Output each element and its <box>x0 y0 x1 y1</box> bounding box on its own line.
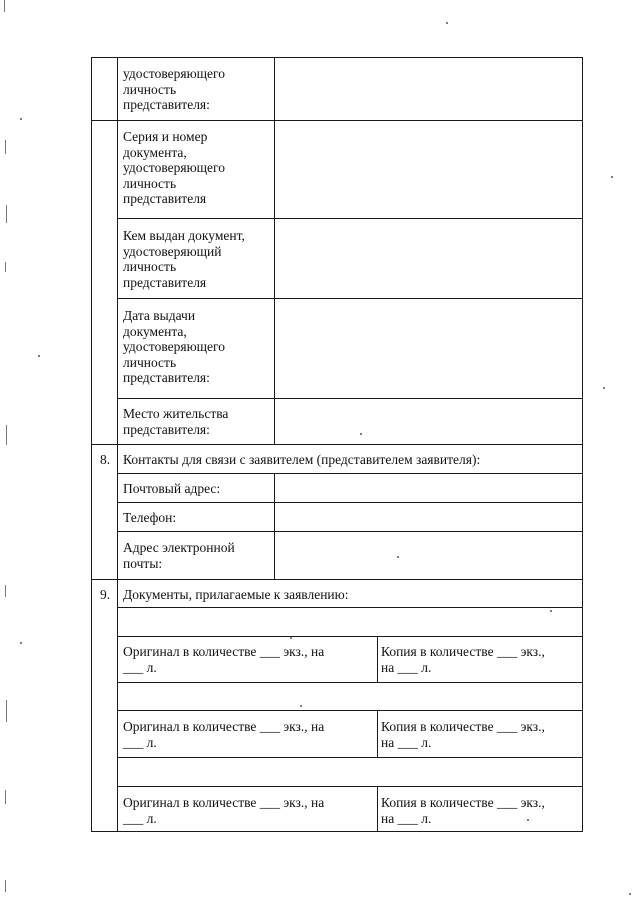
row-line-section9 <box>91 579 583 580</box>
row-line-issuer <box>117 218 583 219</box>
rep-doc-series-label: Серия и номер документа, удостоверяющего личность представителя <box>123 129 225 206</box>
scan-speck <box>38 355 40 357</box>
scan-edge-mark <box>4 0 5 12</box>
row-line-doc-3 <box>117 786 583 787</box>
phone-field[interactable] <box>276 504 581 530</box>
rep-doc-date-label: Дата выдачи документа, удостоверяющего личность представителя: <box>123 308 225 385</box>
document-name-field-1[interactable] <box>119 609 581 635</box>
scan-edge-mark <box>5 790 6 804</box>
row-line-phone <box>117 502 583 503</box>
scan-speck <box>300 705 302 707</box>
scan-edge-mark <box>6 425 7 445</box>
scan-edge-mark <box>5 880 6 892</box>
document-copy-count-1: Копия в количестве ___ экз., на ___ л. <box>381 644 545 675</box>
row-line-doc-blank-3 <box>117 757 583 758</box>
document-name-field-2[interactable] <box>119 684 581 709</box>
scan-speck <box>603 387 605 389</box>
section-8-number: 8. <box>100 452 111 467</box>
rep-residence-label: Место жительства представителя: <box>123 406 229 437</box>
rep-doc-issuer-value-field[interactable] <box>276 220 581 297</box>
rep-doc-date-value-field[interactable] <box>276 300 581 397</box>
row-line-date <box>117 298 583 299</box>
scan-speck <box>360 433 362 435</box>
document-name-field-3[interactable] <box>119 759 581 785</box>
rep-residence-value-field[interactable] <box>276 400 581 443</box>
scan-speck <box>397 556 399 558</box>
document-original-count-3: Оригинал в количестве ___ экз., на ___ л. <box>123 795 325 826</box>
scan-edge-mark <box>5 262 6 272</box>
scan-speck <box>629 893 631 895</box>
scan-speck <box>20 642 22 644</box>
row-line-bottom <box>91 831 583 832</box>
section-9-number: 9. <box>100 587 111 602</box>
document-copy-count-3: Копия в количестве ___ экз., на ___ л. <box>381 795 545 826</box>
label-value-divider-top <box>274 57 275 444</box>
postal-address-label: Почтовый адрес: <box>123 481 221 496</box>
scan-edge-mark <box>6 700 7 722</box>
scan-speck <box>446 22 448 24</box>
scan-speck <box>20 118 22 120</box>
postal-address-field[interactable] <box>276 475 581 501</box>
row-line-doc-1 <box>117 636 583 637</box>
email-field[interactable] <box>276 533 581 578</box>
row-line-doc-blank-1 <box>117 607 583 608</box>
rep-doc-series-value-field[interactable] <box>276 122 581 217</box>
row-line-residence <box>117 398 583 399</box>
scan-speck <box>527 819 529 821</box>
email-label: Адрес электронной почты: <box>123 540 235 571</box>
document-copy-count-2: Копия в количестве ___ экз., на ___ л. <box>381 719 545 750</box>
row-line-series <box>91 120 583 121</box>
phone-label: Телефон: <box>123 510 177 525</box>
scan-speck <box>611 176 613 178</box>
doc-divider-1 <box>377 636 378 682</box>
row-line-section8 <box>91 444 583 445</box>
doc-divider-3 <box>377 786 378 832</box>
row-line-email <box>117 531 583 532</box>
row-line-doc-blank-2 <box>117 682 583 683</box>
scan-speck <box>550 610 552 612</box>
row-line-top <box>91 57 583 58</box>
label-value-divider-contacts <box>274 473 275 579</box>
document-original-count-1: Оригинал в количестве ___ экз., на ___ л. <box>123 644 325 675</box>
rep-doc-type-value-field[interactable] <box>276 59 581 119</box>
section-9-title: Документы, прилагаемые к заявлению: <box>123 587 349 602</box>
doc-divider-2 <box>377 710 378 757</box>
scan-speck <box>290 637 292 639</box>
scan-edge-mark <box>5 585 6 597</box>
section-8-title: Контакты для связи с заявителем (представителем заявителя): <box>123 452 481 467</box>
row-line-doc-2 <box>117 710 583 711</box>
row-line-postal <box>117 473 583 474</box>
rep-doc-type-label: удостоверяющего личность представителя: <box>123 66 225 112</box>
scan-edge-mark <box>6 205 7 223</box>
scan-edge-mark <box>5 140 6 154</box>
rep-doc-issuer-label: Кем выдан документ, удостоверяющий личность представителя <box>123 228 245 290</box>
document-original-count-2: Оригинал в количестве ___ экз., на ___ л. <box>123 719 325 750</box>
